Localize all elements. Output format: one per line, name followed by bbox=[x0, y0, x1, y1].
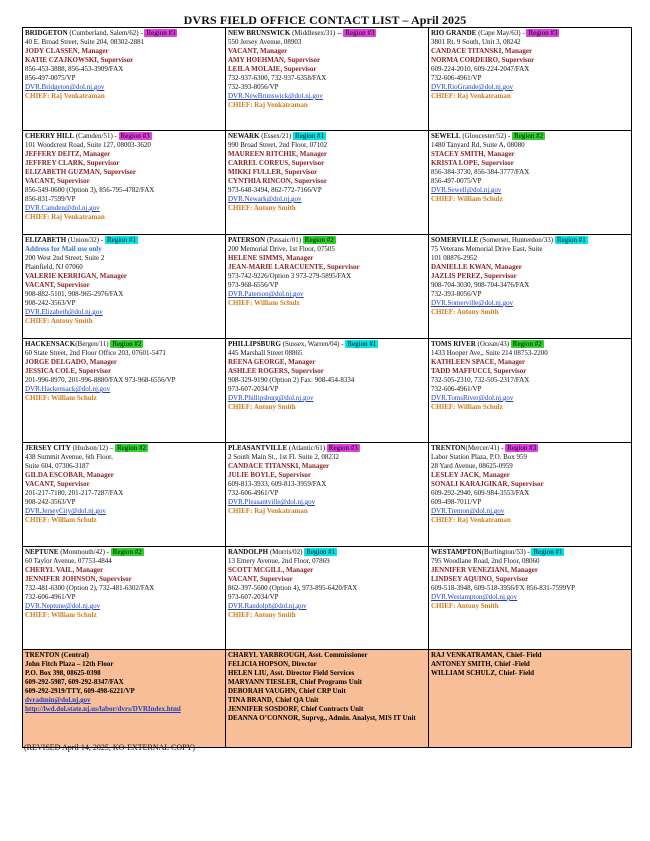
office-county-code: (Mercer/41) - bbox=[465, 444, 504, 452]
office-name: JERSEY CITY bbox=[25, 444, 71, 452]
chief-line: CHIEF: Antony Smith bbox=[228, 403, 296, 411]
region-badge: Region #2 bbox=[304, 236, 334, 244]
email-link[interactable]: DVR.TomsRiver@dol.nj.gov bbox=[431, 394, 514, 402]
mail-note: Address for Mail use only bbox=[25, 245, 102, 253]
info-line: 550 Jersey Avenue, 08903 bbox=[228, 38, 302, 46]
headquarters-cell bbox=[23, 650, 226, 748]
info-line: 609-813-3933, 609-813-3959/FAX bbox=[228, 480, 327, 488]
staff-line: VACANT, Supervisor bbox=[228, 575, 293, 583]
region-badge: Region #1 bbox=[306, 548, 336, 556]
office-name: PHILLIPSBURG bbox=[228, 340, 281, 348]
page-title: DVRS FIELD OFFICE CONTACT LIST – April 2025 bbox=[183, 13, 467, 27]
staff-line: VACANT, Supervisor bbox=[25, 480, 90, 488]
email-link[interactable]: DVR.Somerville@dol.nj.gov bbox=[431, 299, 514, 307]
info-line: 609-498-7011/VP bbox=[431, 498, 482, 506]
email-link[interactable]: DVR.Neptune@dol.nj.gov bbox=[25, 602, 101, 610]
info-line: 908-329-9190 (Option 2) Fax: 908-454-8334 bbox=[228, 376, 355, 384]
staff-line: CANDACE TITANSKI, Manager bbox=[228, 462, 330, 470]
office-county-code: (Ocean/43) bbox=[475, 340, 510, 348]
info-line: 856-497-0075/VP bbox=[25, 74, 76, 82]
staff-line: JEAN-MARIE LARACUENTE, Supervisor bbox=[228, 263, 360, 271]
staff-line: HELENE SIMMS, Manager bbox=[228, 254, 314, 262]
info-line: Plainfield, NJ 07060 bbox=[25, 263, 83, 271]
info-line: 609-518-3948, 609-518-3956/FX 856-831-7599VP bbox=[431, 584, 576, 592]
region-badge: Region #1 bbox=[294, 132, 324, 140]
staff-line: VACANT, Supervisor bbox=[25, 177, 90, 185]
region-badge: Region #1 bbox=[556, 236, 586, 244]
hq-line: DEBORAH VAUGHN, Chief CRP Unit bbox=[228, 687, 346, 695]
office-county-code: (Atlantic/61) bbox=[287, 444, 326, 452]
chief-line: CHIEF: Raj Venkatraman bbox=[25, 92, 105, 100]
hq-line: RAJ VENKATRAMAN, Chief- Field bbox=[431, 651, 542, 659]
staff-line: MIKKI FULLER, Supervisor bbox=[228, 168, 318, 176]
staff-line: LESLEY JACK, Manager bbox=[431, 471, 510, 479]
office-county-code: (Cumberland, Salem/62) - bbox=[67, 29, 143, 37]
office-header bbox=[228, 340, 426, 349]
office-cell-neptune bbox=[23, 547, 226, 650]
office-cell-hackensack bbox=[23, 339, 226, 443]
region-badge: Region #2 bbox=[514, 132, 544, 140]
office-county-code: (Gloucester/52) - bbox=[460, 132, 511, 140]
staff-line: GILDA ESCOBAR, Manager bbox=[25, 471, 114, 479]
info-line: 28 Yard Avenue, 08625-0959 bbox=[431, 462, 513, 470]
office-header bbox=[431, 236, 629, 245]
office-header bbox=[431, 340, 629, 349]
region-badge: Region #3 bbox=[146, 29, 176, 37]
chief-line: CHIEF: Antony Smith bbox=[228, 204, 296, 212]
staff-line: JEFFERY DEITZ, Manager bbox=[25, 150, 111, 158]
chief-line: CHIEF: William Schulz bbox=[25, 611, 97, 619]
staff-line: JORGE DELGADO, Manager bbox=[25, 358, 117, 366]
office-cell-elizabeth bbox=[23, 235, 226, 339]
staff-line: KRISTA LOPE, Supervisor bbox=[431, 159, 514, 167]
chief-line: CHIEF: William Schulz bbox=[431, 195, 503, 203]
staff-line: AMY HOEHMAN, Supervisor bbox=[228, 56, 321, 64]
headquarters-cell bbox=[226, 650, 429, 748]
headquarters-row bbox=[23, 650, 632, 748]
hq-link[interactable]: http://lwd.dol.state.nj.us/labor/dvrs/DVRIndex.html bbox=[25, 705, 181, 713]
headquarters-cell bbox=[429, 650, 632, 748]
hq-line: MARYANN TIESLER, Chief Programs Unit bbox=[228, 678, 362, 686]
hq-line: 609-292-2919/TTY, 609-498-6221/VP bbox=[25, 687, 135, 695]
office-header bbox=[431, 548, 629, 557]
region-badge: Region #2 bbox=[112, 548, 142, 556]
chief-line: CHIEF: Raj Venkatraman bbox=[431, 92, 511, 100]
office-name: TOMS RIVER bbox=[431, 340, 476, 348]
office-cell-jersey-city bbox=[23, 443, 226, 547]
staff-line: DANIELLE KWAN, Manager bbox=[431, 263, 522, 271]
staff-line: VALERIE KERRIGAN, Manager bbox=[25, 272, 127, 280]
hq-line: CHARYL YARBROUGH, Asst. Commissioner bbox=[228, 651, 368, 659]
staff-line: JODY CLASSEN, Manager bbox=[25, 47, 109, 55]
chief-line: CHIEF: Antony Smith bbox=[431, 602, 499, 610]
chief-line: CHIEF: Raj Venkatraman bbox=[25, 213, 105, 221]
info-line: 973-968-6556/VP bbox=[228, 281, 279, 289]
info-line: 732-505-2310, 732-505-2317/FAX bbox=[431, 376, 530, 384]
office-name: CHERRY HILL bbox=[25, 132, 75, 140]
chief-line: CHIEF: Raj Venkatraman bbox=[228, 507, 308, 515]
office-county-code: (Morris/02) bbox=[268, 548, 303, 556]
staff-line: KATHLEEN SPACE, Manager bbox=[431, 358, 526, 366]
chief-line: CHIEF: Antony Smith bbox=[431, 308, 499, 316]
info-line: 908-704-3030, 908-704-3476/FAX bbox=[431, 281, 530, 289]
chief-line: CHIEF: William Schulz bbox=[25, 394, 97, 402]
info-line: 13 Emery Avenue, 2nd Floor, 07869 bbox=[228, 557, 330, 565]
info-line: 973-607-2034/VP bbox=[228, 593, 279, 601]
office-header bbox=[228, 236, 426, 245]
info-line: 40 E. Broad Street, Suite 204, 08302-2881 bbox=[25, 38, 145, 46]
hq-line: 609-292-5987, 609-292-8347/FAX bbox=[25, 678, 124, 686]
office-county-code: (Union/32) - bbox=[66, 236, 104, 244]
office-header bbox=[25, 340, 223, 349]
info-line: 732-481-6300 (Option 2), 732-481-6302/FAX bbox=[25, 584, 155, 592]
office-name: PLEASANTVILLE bbox=[228, 444, 288, 452]
staff-line: SCOTT MCGILL, Manager bbox=[228, 566, 314, 574]
info-line: 856-549-0600 (Option 3), 856-795-4782/FAX bbox=[25, 186, 155, 194]
region-badge: Region #3 bbox=[345, 29, 375, 37]
hq-link[interactable]: dvradmin@dol.nj.gov bbox=[25, 696, 91, 704]
office-header bbox=[431, 29, 629, 38]
info-line: 609-292-2940, 609-984-3553/FAX bbox=[431, 489, 530, 497]
hq-line: TRENTON (Central) bbox=[25, 651, 89, 659]
staff-line: REENA GEORGE, Manager bbox=[228, 358, 316, 366]
info-line: Suite 604, 07306-3187 bbox=[25, 462, 89, 470]
table-row bbox=[23, 235, 632, 339]
hq-line: FELICIA HOPSON, Director bbox=[228, 660, 317, 668]
region-badge: Region #1 bbox=[533, 548, 563, 556]
office-cell-pleasantville bbox=[226, 443, 429, 547]
staff-line: CHERYL VAIL, Manager bbox=[25, 566, 104, 574]
office-header bbox=[431, 132, 629, 141]
info-line: 973-607-2034/VP bbox=[228, 385, 279, 393]
office-county-code: (Monmouth/42) - bbox=[58, 548, 110, 556]
chief-line: CHIEF: Antony Smith bbox=[25, 317, 93, 325]
office-cell-rio-grande bbox=[429, 28, 632, 131]
email-link[interactable]: DVR.JerseyCity@dol.nj.gov bbox=[25, 507, 106, 515]
office-header bbox=[228, 29, 426, 38]
staff-line: ELIZABETH GUZMAN, Supervisor bbox=[25, 168, 137, 176]
office-header bbox=[228, 444, 426, 453]
info-line: 609-224-2010, 609-224-2047/FAX bbox=[431, 65, 530, 73]
office-name: TRENTON bbox=[431, 444, 466, 452]
chief-line: CHIEF: Antony Smith bbox=[228, 611, 296, 619]
office-header bbox=[25, 132, 223, 141]
staff-line: JEFFREY CLARK, Supervisor bbox=[25, 159, 120, 167]
email-link[interactable]: DVR.NewBrunswick@dol.nj.gov bbox=[228, 92, 323, 100]
hq-line: ANTONEY SMITH, Chief -Field bbox=[431, 660, 530, 668]
table-row bbox=[23, 339, 632, 443]
info-line: 973-742-9226/Option 3 973-279-5895/FAX bbox=[228, 272, 352, 280]
office-name: RANDOLPH bbox=[228, 548, 269, 556]
office-county-code: (Somerset, Hunterdon/33) bbox=[478, 236, 554, 244]
office-county-code: (Passaic/01) bbox=[265, 236, 302, 244]
region-badge: Region #3 bbox=[120, 132, 150, 140]
region-badge: Region #3 bbox=[528, 29, 558, 37]
staff-line: CANDACE TITANSKI, Manager bbox=[431, 47, 533, 55]
region-badge: Region #2 bbox=[512, 340, 542, 348]
staff-line: TADD MAFFUCCI, Supervisor bbox=[431, 367, 527, 375]
info-line: 438 Summit Avenue, 6th Floor, bbox=[25, 453, 113, 461]
office-cell-phillipsburg bbox=[226, 339, 429, 443]
staff-line: JESSICA COLE, Supervisor bbox=[25, 367, 112, 375]
info-line: 908-882-5101, 908-965-2976/FAX bbox=[25, 290, 124, 298]
office-cell-trenton bbox=[429, 443, 632, 547]
office-cell-sewell bbox=[429, 131, 632, 235]
email-link[interactable]: DVR.Camden@dol.nj.gov bbox=[25, 204, 100, 212]
office-name: SEWELL bbox=[431, 132, 461, 140]
info-line: 60 Taylor Avenue, 07753-4844 bbox=[25, 557, 112, 565]
staff-line: JAZLIS PEREZ, Supervisor bbox=[431, 272, 517, 280]
office-header bbox=[25, 444, 223, 453]
staff-line: CARREL COREUS, Supervisor bbox=[228, 159, 325, 167]
office-cell-randolph bbox=[226, 547, 429, 650]
info-line: 101 Woodcrest Road, Suite 127, 08003-3620 bbox=[25, 141, 151, 149]
table-row bbox=[23, 131, 632, 235]
office-cell-westampton bbox=[429, 547, 632, 650]
hq-line: P.O. Box 398, 08625-0398 bbox=[25, 669, 101, 677]
info-line: 990 Broad Street, 2nd Floor, 07102 bbox=[228, 141, 328, 149]
office-header bbox=[431, 444, 629, 453]
staff-line: CYNTHIA RINCON, Supervisor bbox=[228, 177, 327, 185]
staff-line: STACEY SMITH, Manager bbox=[431, 150, 515, 158]
info-line: 60 State Street, 2nd Floor Office 203, 07601-5471 bbox=[25, 349, 166, 357]
table-row bbox=[23, 547, 632, 650]
info-line: 201-996-8970, 201-996-8880/FAX 973-968-6556/VP bbox=[25, 376, 176, 384]
info-line: 856-384-3730, 856-384-3777/FAX bbox=[431, 168, 530, 176]
staff-line: LEILA MOLAIE, Supervisor bbox=[228, 65, 317, 73]
info-line: 445 Marshall Street 08865 bbox=[228, 349, 303, 357]
office-header bbox=[25, 548, 223, 557]
info-line: 732-393-8056/VP bbox=[228, 83, 279, 91]
email-link[interactable]: DVR.Phillipsburg@dol.nj.gov bbox=[228, 394, 314, 402]
office-cell-bridgeton bbox=[23, 28, 226, 131]
info-line: 732-606-4961/VP bbox=[431, 385, 482, 393]
info-line: 732-937-6300, 732-937-6358/FAX bbox=[228, 74, 327, 82]
table-row bbox=[23, 28, 632, 131]
info-line: 973-648-3494, 862-772-7166/VP bbox=[228, 186, 322, 194]
region-badge: Region #2 bbox=[112, 340, 142, 348]
office-name: NEWARK bbox=[228, 132, 260, 140]
office-name: WESTAMPTON bbox=[431, 548, 482, 556]
info-line: 856-831-7599/VP bbox=[25, 195, 76, 203]
info-line: 908-242-3563/VP bbox=[25, 299, 76, 307]
email-link[interactable]: DVR.Elizabeth@dol.nj.gov bbox=[25, 308, 103, 316]
info-line: 732-606-4961/VP bbox=[431, 74, 482, 82]
office-cell-new-brunswick bbox=[226, 28, 429, 131]
office-name: HACKENSACK bbox=[25, 340, 76, 348]
office-name: RIO GRANDE bbox=[431, 29, 477, 37]
info-line: Labor Station Plaza, P.O. Box 959 bbox=[431, 453, 528, 461]
hq-line: TINA BRAND, Chief QA Unit bbox=[228, 696, 319, 704]
email-link[interactable]: DVR.Pleasantville@dol.nj.gov bbox=[228, 498, 316, 506]
info-line: 75 Veterans Memorial Drive East, Suite bbox=[431, 245, 543, 253]
office-name: NEW BRUNSWICK bbox=[228, 29, 291, 37]
office-county-code: (Bergen/11) bbox=[75, 340, 109, 348]
region-badge: Region #1 bbox=[106, 236, 136, 244]
email-link[interactable]: DVR.Newark@dol.nj.gov bbox=[228, 195, 302, 203]
office-county-code: (Burlington/53) - bbox=[481, 548, 530, 556]
email-link[interactable]: DVR.Trenton@dol.nj.gov bbox=[431, 507, 505, 515]
staff-line: VACANT, Manager bbox=[228, 47, 288, 55]
info-line: 862-397-5600 (Option 4), 973-895-6420/FAX bbox=[228, 584, 358, 592]
info-line: 2 South Main St., 1st Fl. Suite 2, 08232 bbox=[228, 453, 339, 461]
info-line: 1480 Tanyard Rd, Suite A, 08080 bbox=[431, 141, 525, 149]
office-cell-toms-river bbox=[429, 339, 632, 443]
info-line: 732-606-4961/VP bbox=[228, 489, 279, 497]
info-line: 856-453-3888, 856-453-3909/FAX bbox=[25, 65, 124, 73]
office-header bbox=[25, 29, 223, 38]
office-cell-newark bbox=[226, 131, 429, 235]
chief-line: CHIEF: Raj Venkatraman bbox=[431, 516, 511, 524]
email-link[interactable]: DVR.Hackensack@dol.nj.gov bbox=[25, 385, 111, 393]
staff-line: NORMA CORDEIRO, Supervisor bbox=[431, 56, 535, 64]
office-cell-somerville bbox=[429, 235, 632, 339]
staff-line: MAUREEN RITCHIE, Manager bbox=[228, 150, 327, 158]
region-badge: Region #1 bbox=[347, 340, 377, 348]
staff-line: JENNIFER VENEZIANI, Manager bbox=[431, 566, 539, 574]
info-line: 200 Memorial Drive, 1st Floor, 07505 bbox=[228, 245, 335, 253]
office-name: PATERSON bbox=[228, 236, 266, 244]
chief-line: CHIEF: William Schulz bbox=[228, 299, 300, 307]
email-link[interactable]: DVR.Sewell@dol.nj.gov bbox=[431, 186, 502, 194]
office-name: SOMERVILLE bbox=[431, 236, 479, 244]
revision-note: (REVISED April 14, 2025, KO-EXTERNAL COPY) bbox=[24, 743, 196, 752]
office-county-code: (Cape May/63) - bbox=[476, 29, 525, 37]
hq-line: JENNIFER SOSDORF, Chief Contracts Unit bbox=[228, 705, 364, 713]
info-line: 732-606-4961/VP bbox=[25, 593, 76, 601]
info-line: 856-497-0075/VP bbox=[431, 177, 482, 185]
info-line: 732-393-8056/VP bbox=[431, 290, 482, 298]
info-line: 3801 Rt. 9 South, Unit 3, 08242 bbox=[431, 38, 521, 46]
table-row bbox=[23, 443, 632, 547]
office-name: BRIDGETON bbox=[25, 29, 68, 37]
region-badge: Region #3 bbox=[328, 444, 358, 452]
office-county-code: (Essex/21) bbox=[259, 132, 292, 140]
staff-line: KATIE CZAJKOWSKI, Supervisor bbox=[25, 56, 134, 64]
staff-line: SONALI KARAJGIKAR, Supervisor bbox=[431, 480, 544, 488]
chief-line: CHIEF: Raj Venkatraman bbox=[228, 101, 308, 109]
hq-line: HELEN LIU, Asst. Director Field Services bbox=[228, 669, 355, 677]
office-county-code: (Camden/51) - bbox=[74, 132, 117, 140]
chief-line: CHIEF: William Schulz bbox=[25, 516, 97, 524]
office-county-code: (Middlesex/31) -- bbox=[290, 29, 342, 37]
email-link[interactable]: DVR.RioGrande@dol.nj.gov bbox=[431, 83, 514, 91]
office-cell-paterson bbox=[226, 235, 429, 339]
info-line: 1433 Hooper Ave,, Suite 214 08753-2200 bbox=[431, 349, 548, 357]
email-link[interactable]: DVR.Paterson@dol.nj.gov bbox=[228, 290, 304, 298]
hq-line: John Fitch Plaza – 12th Floor bbox=[25, 660, 114, 668]
office-county-code: (Hudson/12) – bbox=[70, 444, 114, 452]
email-link[interactable]: DVR.Bridgeton@dol.nj.gov bbox=[25, 83, 105, 91]
office-county-code: (Sussex, Warren/04) - bbox=[280, 340, 344, 348]
office-contact-table bbox=[22, 27, 632, 748]
chief-line: CHIEF: William Schulz bbox=[431, 403, 503, 411]
hq-line: WILLIAM SCHULZ, Chief- Field bbox=[431, 669, 535, 677]
staff-line: ASHLEE ROGERS, Supervisor bbox=[228, 367, 324, 375]
info-line: 201-217-7180, 201-217-7287/FAX bbox=[25, 489, 124, 497]
staff-line: JENNIFER JOHNSON, Supervisor bbox=[25, 575, 132, 583]
region-badge: Region #3 bbox=[507, 444, 537, 452]
email-link[interactable]: DVR.Randolph@dol.nj.gov bbox=[228, 602, 307, 610]
staff-line: JULIE BOYLE, Supervisor bbox=[228, 471, 312, 479]
office-header bbox=[228, 132, 426, 141]
info-line: 101 08876-2952 bbox=[431, 254, 478, 262]
office-header bbox=[228, 548, 426, 557]
info-line: 908-242-3563/VP bbox=[25, 498, 76, 506]
office-name: NEPTUNE bbox=[25, 548, 59, 556]
staff-line: LINDSEY AQUINO, Supervisor bbox=[431, 575, 529, 583]
hq-line: DEANNA O’CONNOR, Suprvg., Admin. Analyst, MIS IT Unit bbox=[228, 714, 416, 722]
office-cell-cherry-hill bbox=[23, 131, 226, 235]
info-line: 795 Woodlane Road, 2nd Floor, 08060 bbox=[431, 557, 540, 565]
staff-line: VACANT, Supervisor bbox=[25, 281, 90, 289]
office-name: ELIZABETH bbox=[25, 236, 67, 244]
office-header bbox=[25, 236, 223, 245]
email-link[interactable]: DVR.Westampton@dol.nj.gov bbox=[431, 593, 518, 601]
info-line: 200 West 2nd Street, Suite 2 bbox=[25, 254, 105, 262]
region-badge: Region #2 bbox=[116, 444, 146, 452]
